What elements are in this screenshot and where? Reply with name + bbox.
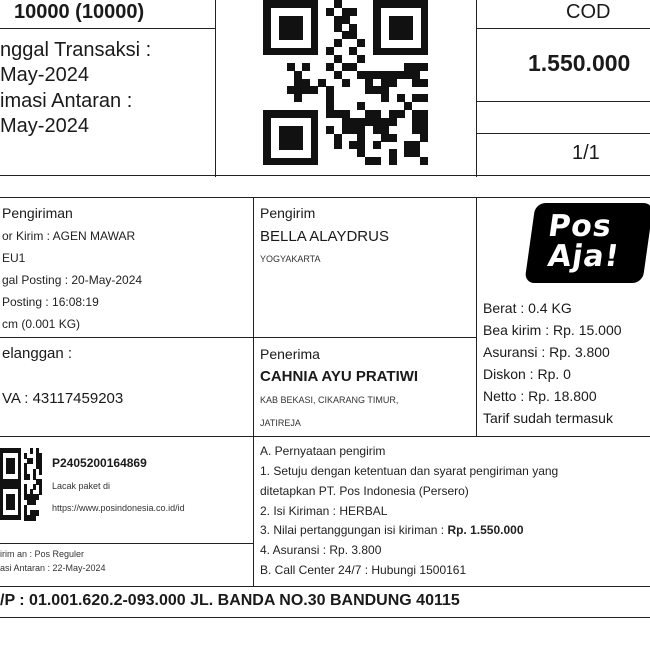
tracking-number: P2405200164869 [52, 456, 147, 470]
cost-tarif: Tarif sudah termasuk [483, 410, 613, 426]
line-h-header-bottom [0, 175, 650, 176]
line-h-sec3-mid [0, 543, 253, 544]
statement-line3-label: 3. Nilai pertanggungan isi kiriman : [260, 523, 448, 537]
estimasi-label: imasi Antaran : [0, 90, 133, 112]
statement-line2: 2. Isi Kiriman : HERBAL [260, 504, 388, 518]
shipment-kantor: or Kirim : AGEN MAWAR [2, 229, 136, 243]
payment-type: COD [566, 1, 611, 23]
receiver-addr2: JATIREJA [260, 418, 301, 428]
footer-npwp: /P : 01.001.620.2-093.000 JL. BANDA NO.30 BANDUNG 40115 [0, 592, 460, 609]
line-v-sec3 [253, 436, 254, 586]
receiver-label: Penerima [260, 346, 320, 362]
line-h-footer-top [0, 586, 650, 587]
cod-amount: 1.550.000 [528, 50, 631, 76]
line-v-sec2-a [253, 197, 254, 437]
posaja-logo [524, 203, 650, 283]
receiver-addr1: KAB BEKASI, CIKARANG TIMUR, [260, 395, 399, 405]
shipment-jam-posting: Posting : 16:08:19 [2, 295, 99, 309]
sender-name: BELLA ALAYDRUS [260, 228, 389, 245]
logo-line2: Aja! [545, 239, 622, 274]
statement-line1: 1. Setuju dengan ketentuan dan syarat pengiriman yang [260, 464, 559, 478]
line-h-section2 [0, 197, 650, 198]
header-code: 10000 (10000) [14, 1, 145, 23]
tracking-layanan: irim an : Pos Reguler [0, 549, 85, 559]
line-h-sec2-mid [0, 337, 476, 338]
line-h-sec3 [0, 436, 650, 437]
statement-line1b: ditetapkan PT. Pos Indonesia (Persero) [260, 484, 469, 498]
tracking-lacak: Lacak paket di [52, 481, 111, 491]
receiver-name: CAHNIA AYU PRATIWI [260, 368, 419, 385]
statement-line4: 4. Asuransi : Rp. 3.800 [260, 543, 382, 557]
page-count: 1/1 [572, 142, 600, 164]
cost-netto: Netto : Rp. 18.800 [483, 388, 597, 404]
logo-line1: Pos [545, 209, 615, 244]
line-v-right-qr [476, 0, 477, 177]
shipment-tgl-posting: gal Posting : 20-May-2024 [2, 273, 143, 287]
statement-line3 [260, 523, 524, 537]
tracking-estimasi: asi Antaran : 22-May-2024 [0, 563, 106, 573]
tanggal-value: May-2024 [0, 64, 89, 86]
shipment-title: Pengiriman [2, 205, 73, 221]
line-v-sec2-b [476, 197, 477, 437]
sender-label: Pengirim [260, 205, 316, 221]
small-qr-code-icon [0, 448, 42, 520]
shipment-kode: EU1 [2, 251, 26, 265]
line-h-footer-bottom [0, 617, 650, 618]
qr-code-icon [263, 0, 428, 165]
sender-city: YOGYAKARTA [260, 254, 321, 264]
line-h-amount [476, 101, 650, 102]
customer-va: VA : 43117459203 [2, 390, 124, 407]
cost-asuransi: Asuransi : Rp. 3.800 [483, 344, 610, 360]
statement-title: A. Pernyataan pengirim [260, 444, 386, 458]
cost-diskon: Diskon : Rp. 0 [483, 366, 571, 382]
statement-line3-value: Rp. 1.550.000 [447, 523, 524, 537]
line-h-cod [476, 28, 650, 29]
customer-label: elanggan : [2, 345, 73, 362]
estimasi-value: May-2024 [0, 115, 89, 137]
line-v-left-qr [215, 0, 216, 177]
line-h-pages [476, 133, 650, 134]
tracking-url[interactable]: https://www.posindonesia.co.id/id [52, 503, 185, 513]
shipment-dimensi: cm (0.001 KG) [2, 317, 81, 331]
statement-line5: B. Call Center 24/7 : Hubungi 1500161 [260, 563, 467, 577]
line-h-top-left [0, 28, 215, 29]
tanggal-label: nggal Transaksi : [0, 39, 152, 61]
cost-berat: Berat : 0.4 KG [483, 300, 572, 316]
cost-bea: Bea kirim : Rp. 15.000 [483, 322, 622, 338]
